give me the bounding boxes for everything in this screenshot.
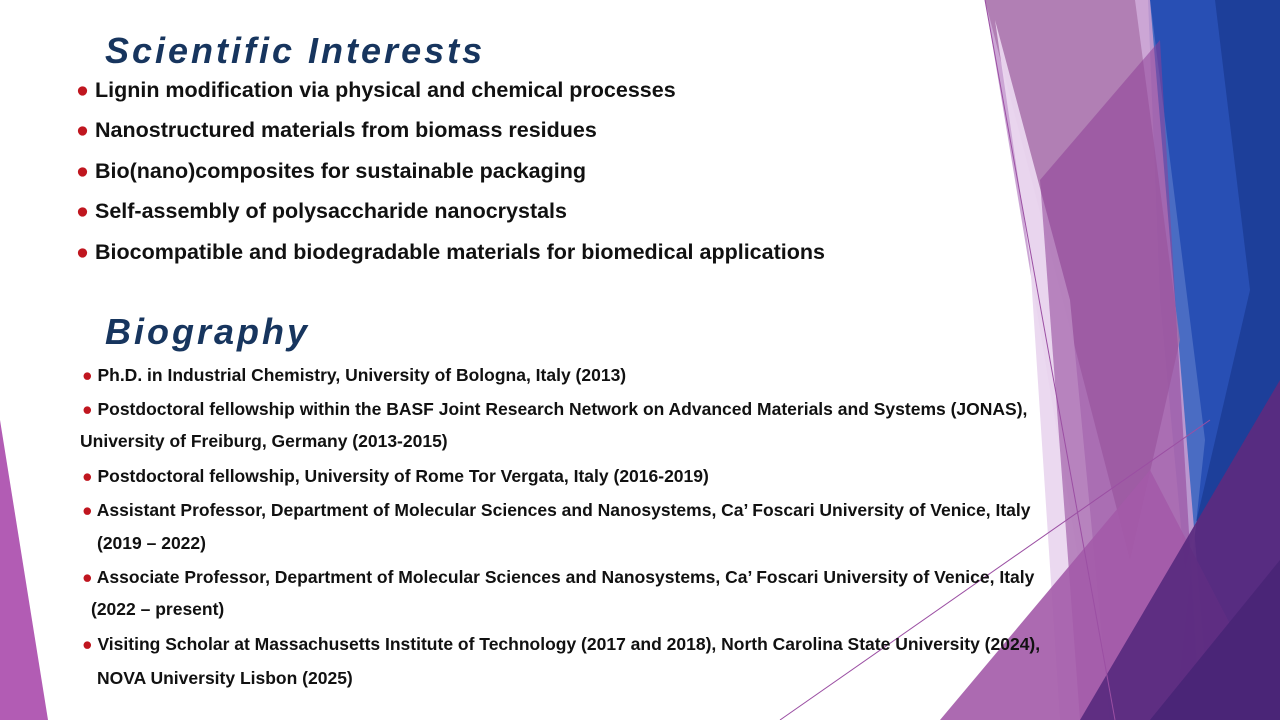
bullet-icon: ● (76, 199, 89, 223)
biography-text: Visiting Scholar at Massachusetts Institute of Technology (2017 and 2018), North Carolina State University (2024), (97, 634, 1041, 654)
interest-text: Lignin modification via physical and chemical processes (94, 78, 676, 102)
biography-text: Postdoctoral fellowship, University of Rome Tor Vergata, Italy (2016-2019) (97, 466, 709, 486)
bullet-icon: ● (82, 500, 93, 520)
biography-text: NOVA University Lisbon (2025) (97, 668, 353, 688)
biography-text: (2022 – present) (91, 599, 225, 619)
biography-text: Assistant Professor, Department of Molecular Sciences and Nanosystems, Ca’ Foscari University of Venice, Italy (96, 500, 1031, 520)
biography-item-continuation (97, 667, 353, 689)
bullet-icon: ● (82, 634, 93, 654)
scientific-interests-heading: Scientific Interests (105, 30, 486, 71)
interest-text: Bio(nano)composites for sustainable packaging (94, 159, 586, 183)
interest-item (76, 159, 586, 184)
biography-item-continuation (91, 598, 224, 620)
bullet-icon: ● (82, 567, 93, 587)
interest-text: Nanostructured materials from biomass residues (94, 118, 597, 142)
biography-item (82, 465, 709, 487)
interest-text: Biocompatible and biodegradable materials for biomedical applications (94, 240, 825, 264)
biography-text: Associate Professor, Department of Molecular Sciences and Nanosystems, Ca’ Foscari University of Venice, Italy (96, 567, 1035, 587)
interest-text: Self-assembly of polysaccharide nanocrystals (94, 199, 567, 223)
interest-item (76, 118, 597, 143)
biography-item (82, 499, 1030, 521)
interest-item (76, 78, 676, 103)
bullet-icon: ● (76, 78, 89, 102)
interest-item (76, 199, 567, 224)
biography-item (82, 398, 1027, 420)
bullet-icon: ● (82, 399, 93, 419)
biography-item-continuation (97, 532, 206, 554)
biography-text: (2019 – 2022) (97, 533, 206, 553)
biography-item (82, 364, 626, 386)
bullet-icon: ● (76, 118, 89, 142)
biography-item-continuation (80, 430, 448, 452)
biography-heading: Biography (105, 311, 311, 352)
biography-item (82, 566, 1034, 588)
biography-text: Ph.D. in Industrial Chemistry, University of Bologna, Italy (2013) (97, 365, 627, 385)
biography-item (82, 633, 1040, 655)
biography-text: University of Freiburg, Germany (2013-2015) (80, 431, 448, 451)
interest-item (76, 240, 825, 265)
bullet-icon: ● (76, 159, 89, 183)
biography-text: Postdoctoral fellowship within the BASF Joint Research Network on Advanced Materials and Systems (JONAS), (97, 399, 1028, 419)
bullet-icon: ● (76, 240, 89, 264)
bullet-icon: ● (82, 466, 93, 486)
bullet-icon: ● (82, 365, 93, 385)
